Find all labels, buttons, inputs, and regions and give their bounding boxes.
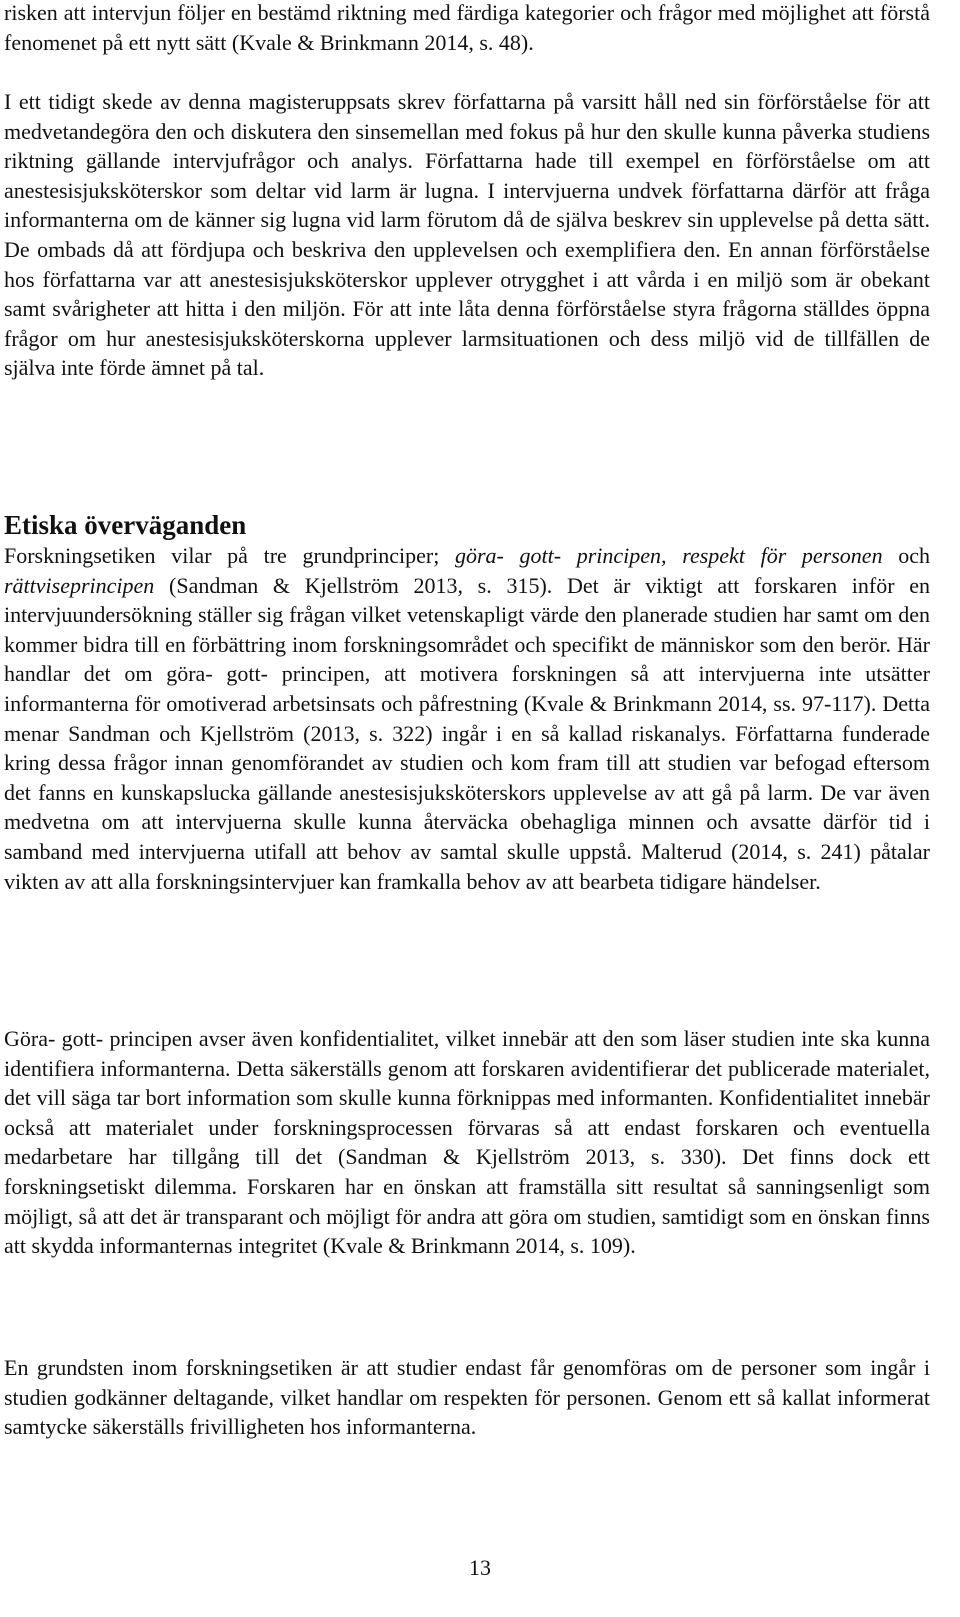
page-number: 13	[469, 1555, 491, 1580]
paragraph-confidentiality: Göra- gott- principen avser även konfidentialitet, vilket innebär att den som läser studien inte ska kunna identifiera informanterna. Detta säkerställs genom att forskaren avidentifierar det publicerade materialet, det vill säga tar bort information som skulle kunna förknippas med informanten. Konfidentialitet innebär också att materialet under forskningsprocessen förvaras så att endast forskaren och eventuella medarbetare har tillgång till det (Sandman & Kjellström 2013, s. 330). Det finns dock ett forskningsetiskt dilemma. Forskaren har en önskan att framställa sitt resultat så sanningsenligt som möjligt, så att det är transparant och möjligt för andra att göra om studien, samtidigt som en önskan finns att skydda informanternas integritet (Kvale & Brinkmann 2014, s. 109).	[4, 1026, 930, 1259]
paragraph-informed-consent: En grundsten inom forskningsetiken är att studier endast får genomföras om de personer som ingår i studien godkänner deltagande, vilket handlar om respekten för personen. Genom ett så kallat informerat samtycke säkerställs frivilligheten hos informanterna.	[4, 1355, 930, 1440]
paragraph-preunderstanding: I ett tidigt skede av denna magisteruppsats skrev författarna på varsitt håll ned sin förförståelse för att medvetandegöra den och diskutera den sinsemellan med fokus på hur den skulle kunna påverka studiens riktning gällande intervjufrågor och analys. Författarna hade till exempel en förförståelse om att anestesisjuksköterskor som deltar vid larm är lugna. I intervjuerna undvek författarna därför att fråga informanterna om de känner sig lugna vid larm förutom då de själva beskrev sin upplevelse på detta sätt. De ombads då att fördjupa och beskriva den upplevelsen och exemplifiera den. En annan förförståelse hos författarna var att anestesisjuksköterskor upplever otrygghet i att vårda i en miljö som är obekant samt svårigheter att hitta i den miljön. För att inte låta denna förförståelse styra frågorna ställdes öppna frågor om hur anestesisjuksköterskorna upplever larmsituationen och dess miljö vid de tillfällen de själva inte förde ämnet på tal.	[4, 89, 930, 381]
italic-principle-names: göra- gott- principen, respekt för personen	[454, 543, 883, 568]
italic-justice-principle: rättviseprincipen	[4, 572, 155, 598]
section-heading-ethics: Etiska överväganden	[4, 510, 247, 540]
paragraph-text-segment: Forskningsetiken vilar på tre grundprinciper;	[4, 543, 455, 568]
paragraph-text-segment: (Sandman & Kjellström 2013, s. 315). Det är viktigt att forskaren inför en intervjuundersökning ställer sig frågan vilket vetenskapligt värde den planerade studien har samt om den kommer bidra till en förbättring inom forskningsområdet och specifikt de människor som den berör. Här handlar det om göra- gott- principen, att motivera forskningen så att intervjuerna inte utsätter informanterna för omotiverad arbetsinsats och påfrestning (Kvale & Brinkmann 2014, ss. 97-117). Detta menar Sandman och Kjellström (2013, s. 322) ingår i en så kallad riskanalys. Författarna funderade kring dessa frågor innan genomförandet av studien och kom fram till att studien var befogad eftersom det fanns en kunskapslucka gällande anestesisjuksköterskors upplevelse av att gå på larm. De var även medvetna om att intervjuerna skulle kunna återväcka obehagliga minnen och avsatte därför tid i samband med intervjuerna utifall att behov av samtal skulle uppstå. Malterud (2014, s. 241) påtalar vikten av att alla forskningsintervjuer kan framkalla behov av att bearbeta tidigare händelser.	[4, 572, 930, 894]
paragraph-research-ethics-principles	[4, 541, 930, 896]
paragraph-intro-continuation: risken att intervjun följer en bestämd riktning med färdiga kategorier och frågor med möjlighet att förstå fenomenet på ett nytt sätt (Kvale & Brinkmann 2014, s. 48).	[4, 0, 930, 55]
paragraph-text-segment: och	[882, 543, 931, 568]
